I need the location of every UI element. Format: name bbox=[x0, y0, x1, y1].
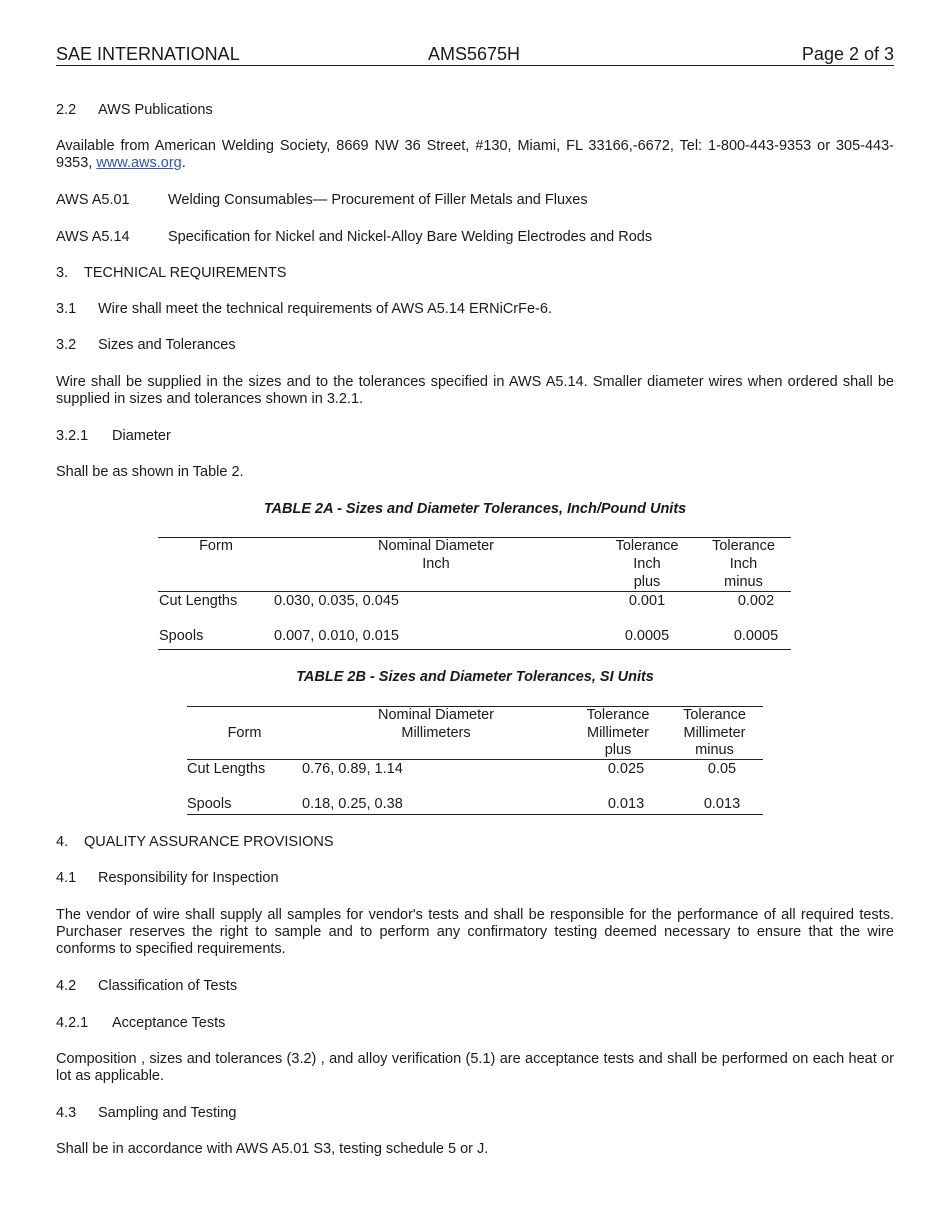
table-2a-header-plus-line2: Inch bbox=[633, 556, 661, 572]
section-4-3-text: Shall be in accordance with AWS A5.01 S3, testing schedule 5 or J. bbox=[56, 1141, 489, 1157]
section-4-1-heading: 4.1 Responsibility for Inspection bbox=[56, 870, 279, 886]
table-2a-bottom-rule bbox=[158, 649, 791, 650]
section-4-2-1-heading: 4.2.1 Acceptance Tests bbox=[56, 1015, 226, 1031]
table-2b-header-plus-line2: Millimeter bbox=[586, 725, 650, 741]
section-2-2-availability: Available from American Welding Society, 8669 NW 36 Street, #130, Miami, FL 33166,-6672, Tel: 1-800-443-9353 or 305-443-9353, www.aws.org. bbox=[56, 138, 894, 171]
section-4-1-text: The vendor of wire shall supply all samples for vendor's tests and shall be responsible for the performance of all required tests. Purchaser reserves the right to sample and to perform any confirmatory testing deemed necessary to ensure that the wire conforms to specified requirements. bbox=[56, 907, 894, 957]
table-2a-header-plus-line3: plus bbox=[633, 574, 661, 590]
header-page-number: Page 2 of 3 bbox=[801, 44, 894, 64]
table-2b-header-nominal-line1: Nominal Diameter bbox=[377, 707, 495, 723]
table-2a-row2-nominal: 0.007, 0.010, 0.015 bbox=[274, 628, 399, 644]
section-2-2-heading: 2.2 AWS Publications bbox=[56, 102, 213, 118]
table-2b-row1-minus: 0.05 bbox=[707, 761, 737, 777]
section-3-2-text: Wire shall be supplied in the sizes and to the tolerances specified in AWS A5.14. Smaller diameter wires when ordered shall be supplied in sizes and tolerances shown in 3.2.1. bbox=[56, 374, 894, 407]
table-2a-row1-minus: 0.002 bbox=[737, 593, 775, 609]
table-2a-header-plus-line1: Tolerance bbox=[615, 538, 679, 554]
table-2b-row1-form: Cut Lengths bbox=[187, 761, 266, 777]
table-2b-header-plus-line3: plus bbox=[604, 742, 632, 758]
table-2b-bottom-rule bbox=[187, 814, 763, 815]
table-2a-row2-form: Spools bbox=[159, 628, 204, 644]
table-2b-header-form: Form bbox=[227, 725, 262, 741]
reference-aws-a5-14: AWS A5.14 Specification for Nickel and Nickel-Alloy Bare Welding Electrodes and Rods bbox=[56, 229, 653, 245]
table-2a-header-minus-line1: Tolerance bbox=[712, 538, 775, 554]
table-2a-header-nominal-line2: Inch bbox=[422, 556, 450, 572]
section-3-2-1-text: Shall be as shown in Table 2. bbox=[56, 464, 244, 480]
table-2a-header-minus-line2: Inch bbox=[729, 556, 758, 572]
table-2b-header-minus-line2: Millimeter bbox=[683, 725, 746, 741]
table-2b-row1-nominal: 0.76, 0.89, 1.14 bbox=[302, 761, 403, 777]
table-2b-header-rule bbox=[187, 759, 763, 760]
table-2b-header-plus-line1: Tolerance bbox=[586, 707, 650, 723]
header-doc-id: AMS5675H bbox=[428, 44, 521, 64]
table-2a-header-nominal-line1: Nominal Diameter bbox=[377, 538, 495, 554]
page-header bbox=[56, 44, 894, 66]
table-2b-header-minus-line3: minus bbox=[695, 742, 734, 758]
table-2a-caption: TABLE 2A - Sizes and Diameter Tolerances, Inch/Pound Units bbox=[263, 501, 687, 517]
section-3-2-1-heading: 3.2.1 Diameter bbox=[56, 428, 171, 444]
reference-aws-a5-01: AWS A5.01 Welding Consumables— Procurement of Filler Metals and Fluxes bbox=[56, 192, 588, 208]
section-3-1: 3.1 Wire shall meet the technical requirements of AWS A5.14 ERNiCrFe-6. bbox=[56, 301, 552, 317]
table-2b-row2-nominal: 0.18, 0.25, 0.38 bbox=[302, 796, 403, 812]
table-2b-header-nominal-line2: Millimeters bbox=[401, 725, 471, 741]
section-3-heading: 3. TECHNICAL REQUIREMENTS bbox=[56, 265, 287, 281]
section-4-3-heading: 4.3 Sampling and Testing bbox=[56, 1105, 237, 1121]
table-2a-header-minus-line3: minus bbox=[724, 574, 763, 590]
table-2b bbox=[187, 706, 763, 818]
table-2b-row2-plus: 0.013 bbox=[607, 796, 645, 812]
table-2b-caption: TABLE 2B - Sizes and Diameter Tolerances, SI Units bbox=[296, 669, 654, 685]
aws-website-link[interactable]: www.aws.org bbox=[96, 155, 182, 171]
section-3-2-heading: 3.2 Sizes and Tolerances bbox=[56, 337, 236, 353]
section-4-2-1-text: Composition , sizes and tolerances (3.2) , and alloy verification (5.1) are acceptance tests and shall be performed on each heat or lot as applicable. bbox=[56, 1051, 894, 1084]
table-2a-row2-minus: 0.0005 bbox=[733, 628, 779, 644]
table-2a-header-form: Form bbox=[199, 538, 233, 554]
table-2a-row1-form: Cut Lengths bbox=[159, 593, 238, 609]
table-2a-header-rule bbox=[158, 591, 791, 592]
table-2b-header-minus-line1: Tolerance bbox=[683, 707, 746, 723]
table-2a-row1-plus: 0.001 bbox=[628, 593, 666, 609]
table-2a-row2-plus: 0.0005 bbox=[624, 628, 670, 644]
section-4-2-heading: 4.2 Classification of Tests bbox=[56, 978, 238, 994]
table-2a-row1-nominal: 0.030, 0.035, 0.045 bbox=[274, 593, 399, 609]
section-4-heading: 4. QUALITY ASSURANCE PROVISIONS bbox=[56, 834, 334, 850]
header-org: SAE INTERNATIONAL bbox=[56, 44, 240, 64]
table-2a bbox=[158, 537, 791, 652]
table-2b-row2-minus: 0.013 bbox=[703, 796, 741, 812]
table-2b-row2-form: Spools bbox=[187, 796, 232, 812]
table-2b-row1-plus: 0.025 bbox=[607, 761, 645, 777]
